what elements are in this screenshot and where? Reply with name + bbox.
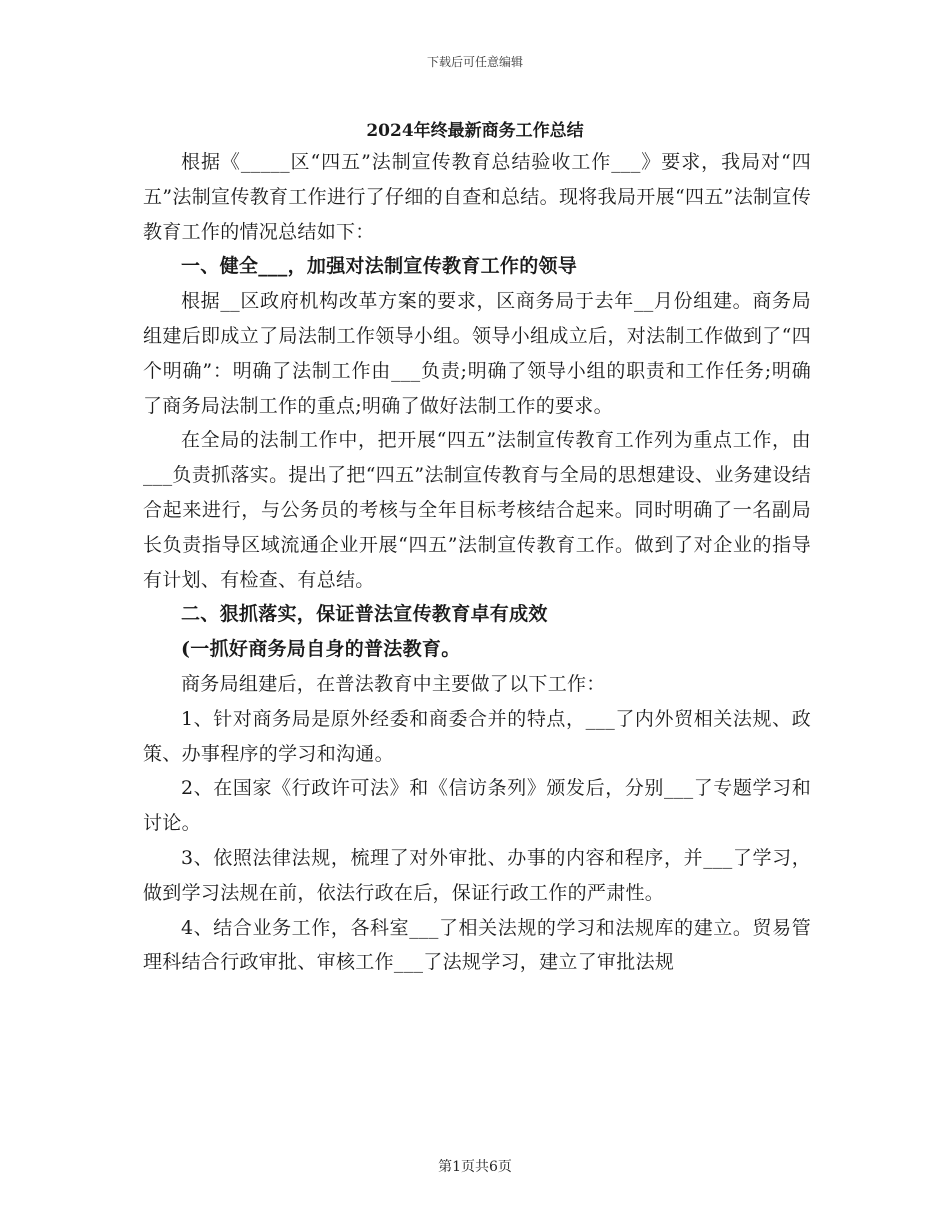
section-heading: (一抓好商务局自身的普法教育。 xyxy=(181,638,461,661)
body-paragraph: 1、针对商务局是原外经委和商委合并的特点，___了内外贸相关法规、政策、办事程序的学习和沟通。 xyxy=(143,707,811,765)
document-body xyxy=(143,145,811,980)
page-header-note: 下载后可任意编辑 xyxy=(426,55,523,69)
document-title: 2024年终最新商务工作总结 xyxy=(366,121,584,141)
body-paragraph: 2、在国家《行政许可法》和《信访条列》颁发后，分别___了专题学习和讨论。 xyxy=(143,777,811,835)
section-heading: 一、健全___，加强对法制宣传教育工作的领导 xyxy=(181,255,578,278)
body-paragraph: 在全局的法制工作中，把开展“四五”法制宣传教育工作列为重点工作，由___负责抓落实。提出了把“四五”法制宣传教育与全局的思想建设、业务建设结合起来进行，与公务员的考核与全年目标考核结合起来。同时明确了一名副局长负责指导区域流通企业开展“四五”法制宣传教育工作。做到了对企业的指导有计划、有检查、有总结。 xyxy=(143,429,811,591)
body-paragraph: 4、结合业务工作，各科室___了相关法规的学习和法规库的建立。贸易管理科结合行政审批、审核工作___了法规学习，建立了审批法规 xyxy=(143,916,811,974)
page-footer-number: 第1页共6页 xyxy=(438,1159,512,1175)
section-heading: 二、狠抓落实，保证普法宣传教育卓有成效 xyxy=(181,603,548,626)
body-paragraph: 根据《_____区“四五”法制宣传教育总结验收工作___》要求，我局对“四五”法制宣传教育工作进行了仔细的自查和总结。现将我局开展“四五”法制宣传教育工作的情况总结如下： xyxy=(143,151,811,243)
body-paragraph: 根据__区政府机构改革方案的要求，区商务局于去年__月份组建。商务局组建后即成立了局法制工作领导小组。领导小组成立后，对法制工作做到了“四个明确”：明确了法制工作由___负责;明确了领导小组的职责和工作任务;明确了商务局法制工作的重点;明确了做好法制工作的要求。 xyxy=(143,290,811,417)
body-paragraph: 3、依照法律法规，梳理了对外审批、办事的内容和程序，并___了学习，做到学习法规在前，依法行政在后，保证行政工作的严肃性。 xyxy=(143,846,811,904)
body-paragraph: 商务局组建后，在普法教育中主要做了以下工作： xyxy=(181,672,606,695)
